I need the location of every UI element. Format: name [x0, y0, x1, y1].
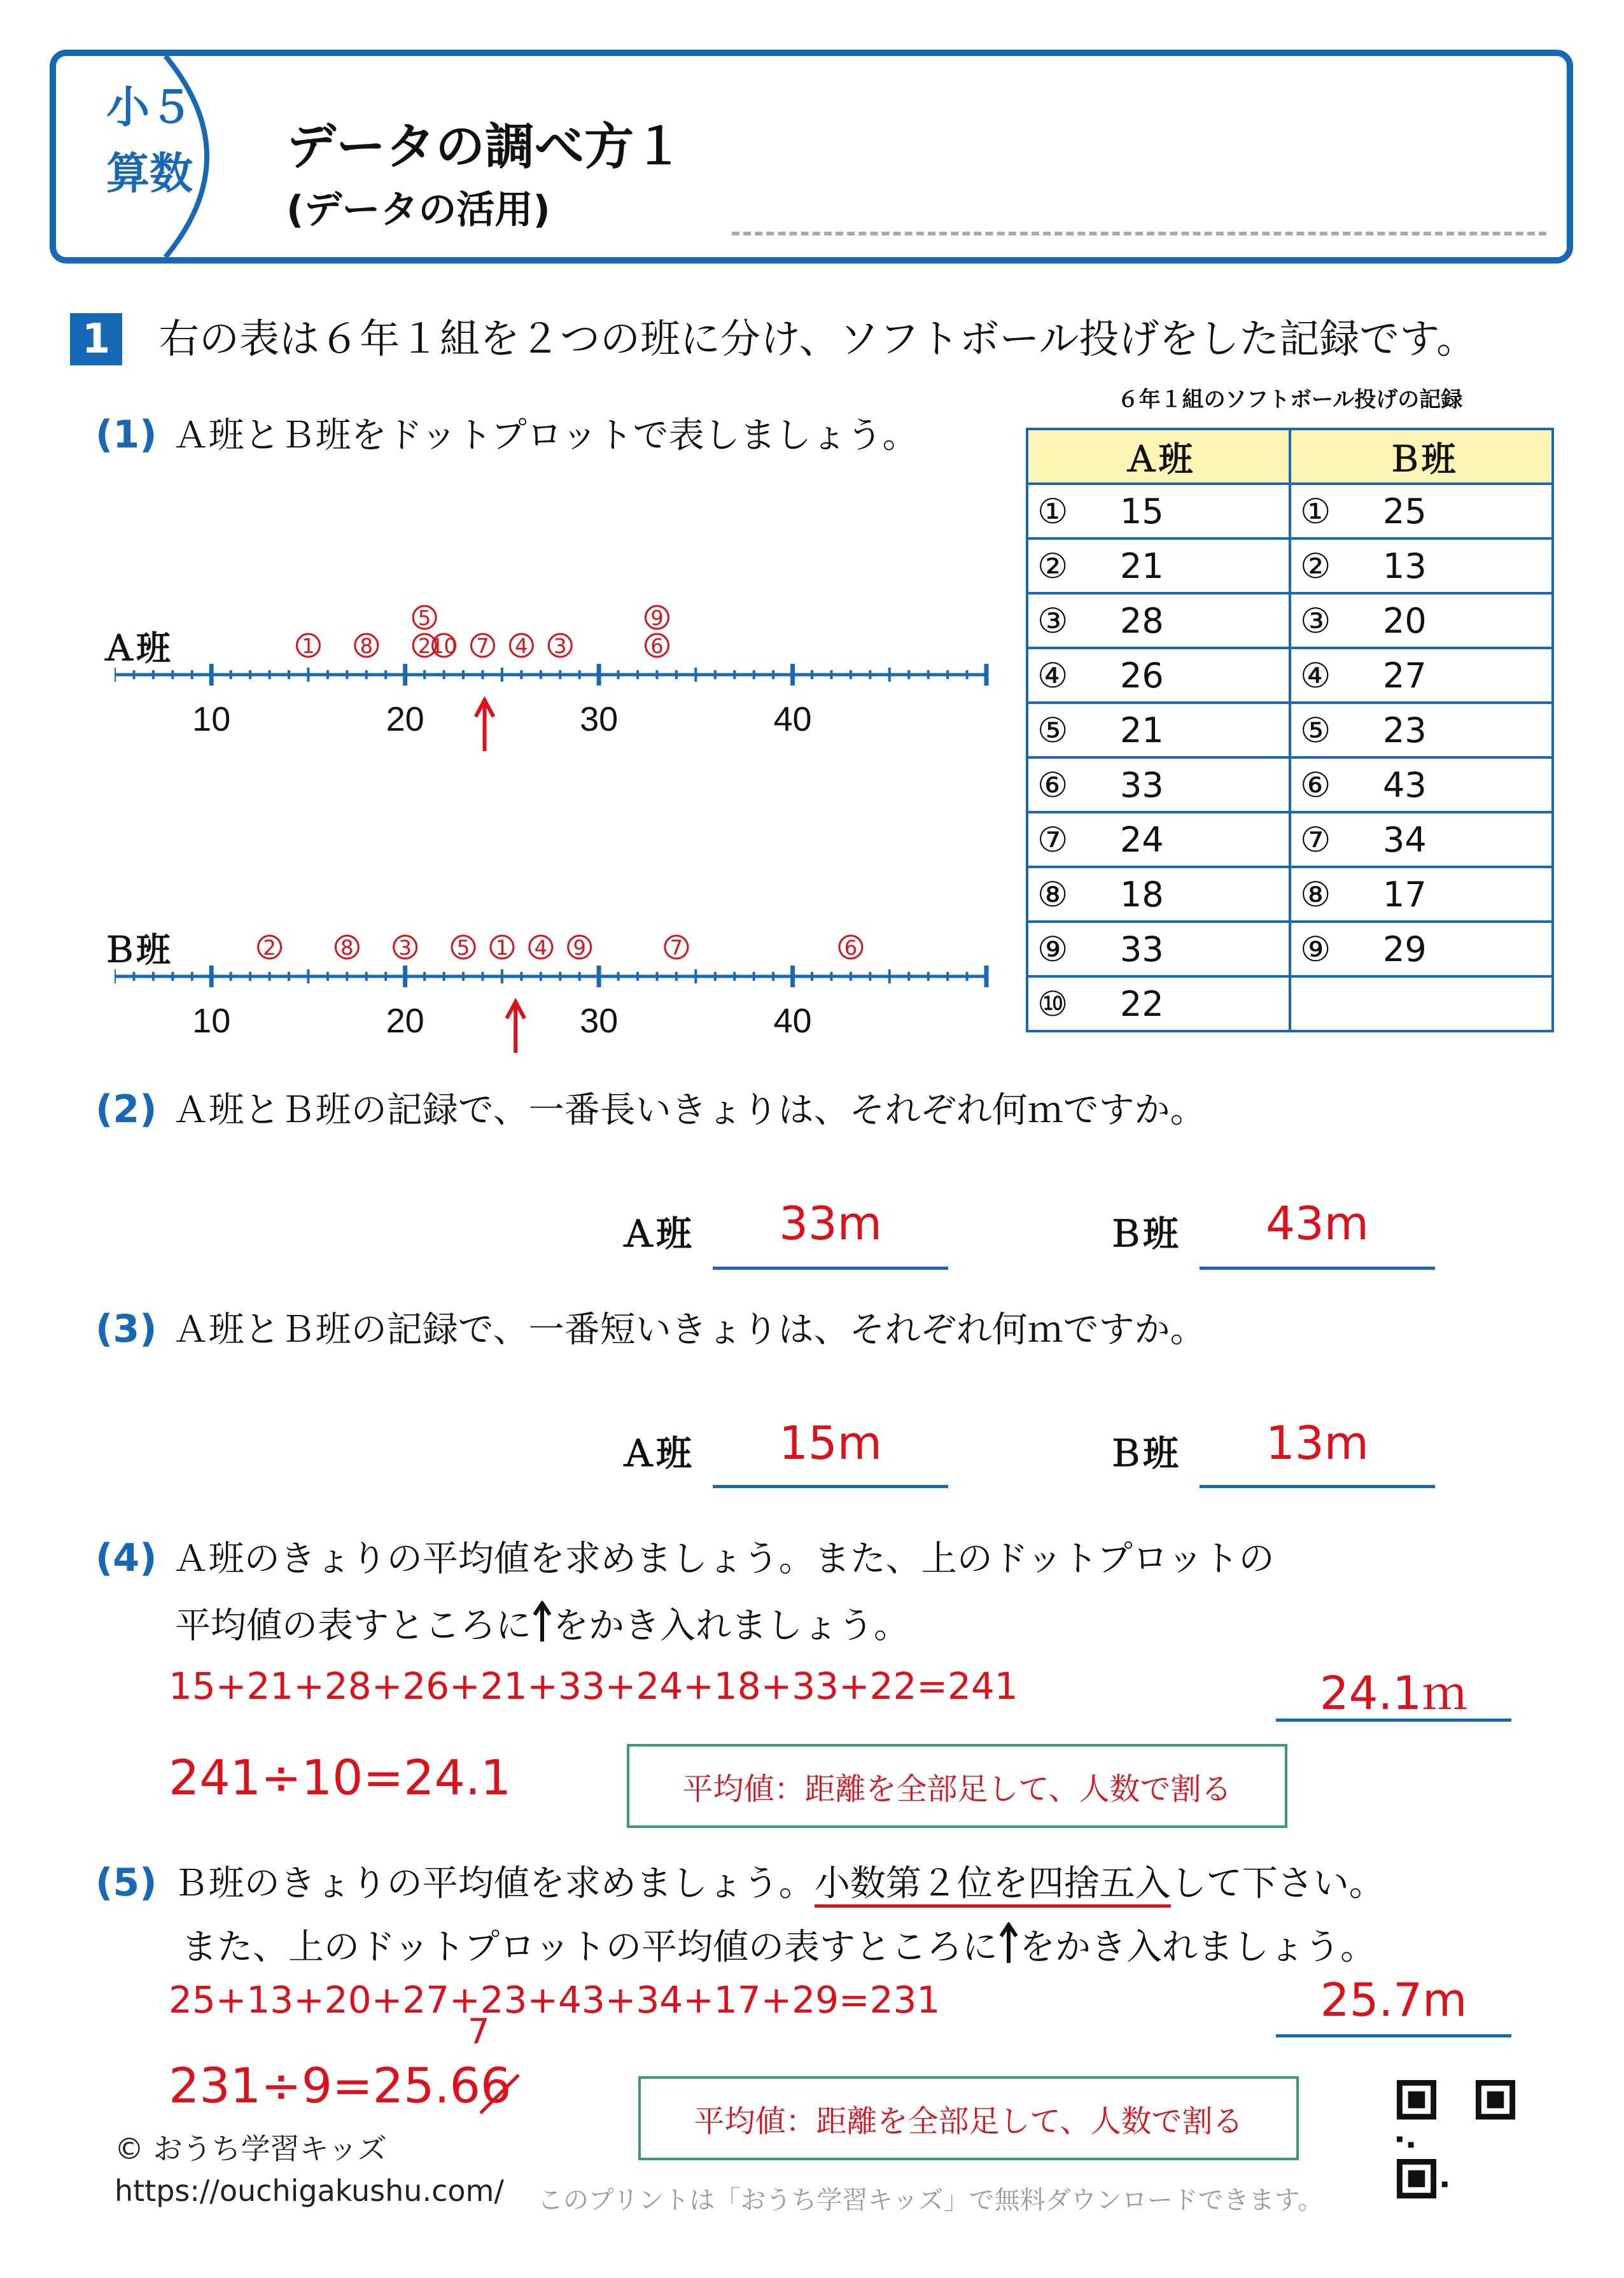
record-table — [1026, 428, 1554, 1032]
sub5 — [95, 1855, 1385, 1906]
sub2-b-line — [1200, 1267, 1435, 1270]
row-number: ⑤ — [1037, 710, 1068, 750]
question-number: 1 — [70, 313, 122, 365]
row-value: 33 — [1120, 929, 1164, 969]
sub3-a-line — [713, 1485, 948, 1488]
row-value: 43 — [1383, 764, 1427, 805]
tick-label: 20 — [386, 1002, 424, 1040]
sub5-text2b: をかき入れましょう。 — [1019, 1927, 1376, 1968]
sub2-b-answer[interactable]: 43m — [1266, 1197, 1369, 1250]
row-value: 21 — [1120, 545, 1164, 586]
table-row — [1027, 593, 1553, 648]
sub4-work2: 241÷10=24.1 — [169, 1749, 512, 1806]
table-header-row — [1027, 429, 1553, 484]
row-number: ⑦ — [1037, 819, 1068, 860]
sub4-tip: 平均値：距離を全部足して、人数で割る — [627, 1744, 1287, 1828]
row-number: ② — [1300, 545, 1331, 586]
qr-code-icon[interactable] — [1397, 2080, 1515, 2198]
row-number: ⑤ — [1300, 710, 1331, 750]
row-number: ⑨ — [1300, 929, 1331, 969]
row-value: 29 — [1383, 929, 1427, 969]
table-cell-a — [1027, 922, 1290, 976]
sub4 — [95, 1531, 1275, 1582]
row-number: ③ — [1300, 600, 1331, 641]
col-a-header: Ａ班 — [1027, 429, 1290, 484]
col-b-header: Ｂ班 — [1290, 429, 1553, 484]
tick-label: 10 — [192, 700, 231, 738]
sub5-work1: 25+13+20+27+23+43+34+17+29=231 — [169, 1978, 941, 2021]
row-value: 25 — [1383, 491, 1427, 531]
row-number: ⑥ — [1300, 764, 1331, 805]
table-cell-b — [1290, 812, 1553, 867]
dot-label: 3 — [554, 634, 567, 658]
table-caption: ６年１組のソフトボール投げの記録 — [1117, 387, 1463, 412]
row-value: 15 — [1120, 491, 1164, 531]
sub4-answer[interactable]: 24.1ｍ — [1319, 1666, 1468, 1720]
sub3-label: (3) — [95, 1307, 157, 1351]
table-row — [1027, 976, 1553, 1031]
sub4-text2b: をかき入れましょう。 — [553, 1605, 909, 1647]
table-cell-a — [1027, 812, 1290, 867]
sub1 — [95, 407, 918, 458]
row-value: 18 — [1120, 874, 1164, 915]
sub1-label: (1) — [95, 412, 157, 457]
table-cell-a — [1027, 867, 1290, 922]
dot-label: 5 — [417, 606, 431, 630]
grade: 小５ — [106, 83, 193, 133]
sub2 — [95, 1082, 1206, 1133]
dot-plot-b[interactable] — [115, 900, 999, 1053]
sub5-text1a: Ｂ班のきょりの平均値を求めましょう。 — [172, 1863, 815, 1904]
site-url[interactable]: https://ouchigakushu.com/ — [115, 2174, 504, 2208]
sub5-correction: 7 — [468, 2011, 490, 2051]
sub5-text1c: して下さい。 — [1170, 1863, 1385, 1904]
sub4-text2 — [175, 1598, 909, 1649]
grade-label — [76, 75, 223, 207]
row-value: 17 — [1383, 874, 1427, 915]
table-cell-b — [1290, 757, 1553, 812]
dot-label: 9 — [650, 606, 664, 630]
table-cell-b — [1290, 648, 1553, 703]
tick-label: 10 — [192, 1002, 231, 1040]
dot-label: 9 — [573, 936, 586, 960]
table-row — [1027, 538, 1553, 593]
sub5-answer-line — [1276, 2034, 1511, 2037]
footer-note: このプリントは「おうち学習キッズ」で無料ダウンロードできます。 — [538, 2186, 1324, 2215]
sub2-a-label: Ａ班 — [620, 1214, 692, 1255]
sub5-text2 — [181, 1919, 1376, 1970]
page-title: データの調べ方１ — [286, 118, 684, 176]
tick-label: 40 — [773, 700, 812, 738]
row-number: ⑧ — [1300, 874, 1331, 915]
table-row — [1027, 812, 1553, 867]
row-number: ③ — [1037, 600, 1068, 641]
sub2-a-answer[interactable]: 33m — [779, 1197, 882, 1250]
sub3-b-answer[interactable]: 13m — [1266, 1416, 1369, 1470]
dot-label: 7 — [476, 634, 489, 658]
table-cell-a — [1027, 703, 1290, 757]
sub4-text1: Ａ班のきょりの平均値を求めましょう。また、上のドットプロットの — [172, 1538, 1275, 1580]
table-cell-b — [1290, 976, 1553, 1031]
sub5-text2a: また、上のドットプロットの平均値の表すところに — [181, 1927, 998, 1968]
dot-label: 2 — [263, 936, 276, 960]
question-text: 右の表は６年１組を２つの班に分け、ソフトボール投げをした記録です。 — [159, 316, 1477, 362]
table-cell-a — [1027, 593, 1290, 648]
sub2-text: Ａ班とＢ班の記録で、一番長いきょりは、それぞれ何ｍですか。 — [172, 1090, 1206, 1131]
sub2-label: (2) — [95, 1087, 157, 1132]
dot-label: 2 — [417, 634, 431, 658]
dot-label: 5 — [456, 936, 470, 960]
sub3-b-label: Ｂ班 — [1107, 1433, 1179, 1475]
dot-label: 8 — [360, 634, 373, 658]
sub5-text1b: 小数第２位を四捨五入 — [815, 1863, 1171, 1908]
table-cell-a — [1027, 648, 1290, 703]
table-row — [1027, 867, 1553, 922]
row-number: ① — [1300, 491, 1331, 531]
sub5-label: (5) — [95, 1860, 157, 1905]
table-row — [1027, 648, 1553, 703]
row-value: 27 — [1383, 655, 1427, 696]
table-row — [1027, 703, 1553, 757]
page-subtitle: (データの活用) — [286, 188, 550, 232]
table-cell-a — [1027, 757, 1290, 812]
row-value: 21 — [1120, 710, 1164, 750]
tick-label: 30 — [580, 1002, 619, 1040]
strike-mark — [474, 2069, 525, 2120]
mean-arrow — [507, 1002, 524, 1053]
sub3-text: Ａ班とＢ班の記録で、一番短いきょりは、それぞれ何ｍですか。 — [172, 1309, 1206, 1351]
sub5-work2: 231÷9=25.66 — [169, 2057, 512, 2114]
table-cell-b — [1290, 867, 1553, 922]
dot-label: 6 — [844, 936, 858, 960]
table-row — [1027, 484, 1553, 538]
row-value: 34 — [1383, 819, 1427, 860]
table-cell-a — [1027, 484, 1290, 538]
table-cell-b — [1290, 484, 1553, 538]
sub4-label: (4) — [95, 1536, 157, 1580]
row-value: 20 — [1383, 600, 1427, 641]
dot-plot-a[interactable] — [115, 598, 999, 751]
plot-b-label: Ｂ班 — [102, 930, 171, 970]
row-value: 33 — [1120, 764, 1164, 805]
dot-label: 4 — [534, 936, 547, 960]
tick-label: 20 — [386, 700, 424, 738]
table-row — [1027, 922, 1553, 976]
name-line[interactable] — [732, 232, 1546, 236]
sub3-a-label: Ａ班 — [620, 1433, 692, 1475]
row-value: 28 — [1120, 600, 1164, 641]
sub2-b-label: Ｂ班 — [1107, 1214, 1179, 1255]
table-cell-a — [1027, 538, 1290, 593]
table-cell-a — [1027, 976, 1290, 1031]
dot-label: 1 — [302, 634, 315, 658]
up-arrow-icon — [531, 1601, 553, 1643]
plot-a-label: Ａ班 — [102, 628, 171, 668]
sub5-answer[interactable]: 25.7m — [1320, 1973, 1467, 2027]
sub3 — [95, 1302, 1206, 1353]
mean-arrow — [475, 700, 493, 751]
row-number: ⑨ — [1037, 929, 1068, 969]
sub4-text2a: 平均値の表すところに — [175, 1605, 531, 1647]
table-cell-b — [1290, 538, 1553, 593]
sub4-work1: 15+21+28+26+21+33+24+18+33+22=241 — [169, 1664, 1018, 1708]
row-number: ⑧ — [1037, 874, 1068, 915]
dot-label: 1 — [495, 936, 509, 960]
up-arrow-icon — [998, 1922, 1019, 1964]
dot-label: 4 — [515, 634, 528, 658]
row-number: ② — [1037, 545, 1068, 586]
dot-label: 6 — [650, 634, 664, 658]
row-number: ⑥ — [1037, 764, 1068, 805]
sub3-b-line — [1200, 1485, 1435, 1488]
row-number: ⑩ — [1037, 983, 1068, 1024]
row-value: 23 — [1383, 710, 1427, 750]
table-cell-b — [1290, 703, 1553, 757]
sub5-tip: 平均値：距離を全部足して、人数で割る — [638, 2076, 1299, 2160]
row-number: ① — [1037, 491, 1068, 531]
row-value: 13 — [1383, 545, 1427, 586]
tick-label: 40 — [773, 1002, 812, 1040]
row-value: 26 — [1120, 655, 1164, 696]
table-row — [1027, 757, 1553, 812]
sub3-a-answer[interactable]: 15m — [779, 1416, 882, 1470]
copyright: © おうち学習キッズ — [115, 2132, 387, 2166]
row-value: 24 — [1120, 819, 1164, 860]
subject: 算数 — [106, 149, 193, 199]
dot-label: 3 — [398, 936, 412, 960]
sub2-a-line — [713, 1267, 948, 1270]
sub1-text: Ａ班とＢ班をドットプロットで表しましょう。 — [172, 415, 918, 456]
tick-label: 30 — [580, 700, 619, 738]
row-number: ④ — [1037, 655, 1068, 696]
row-number: ④ — [1300, 655, 1331, 696]
dot-label: 10 — [431, 634, 457, 658]
table-cell-b — [1290, 593, 1553, 648]
table-cell-b — [1290, 922, 1553, 976]
row-number: ⑦ — [1300, 819, 1331, 860]
dot-label: 7 — [669, 936, 683, 960]
dot-label: 8 — [340, 936, 354, 960]
row-value: 22 — [1120, 983, 1164, 1024]
sub4-answer-line — [1276, 1719, 1511, 1722]
